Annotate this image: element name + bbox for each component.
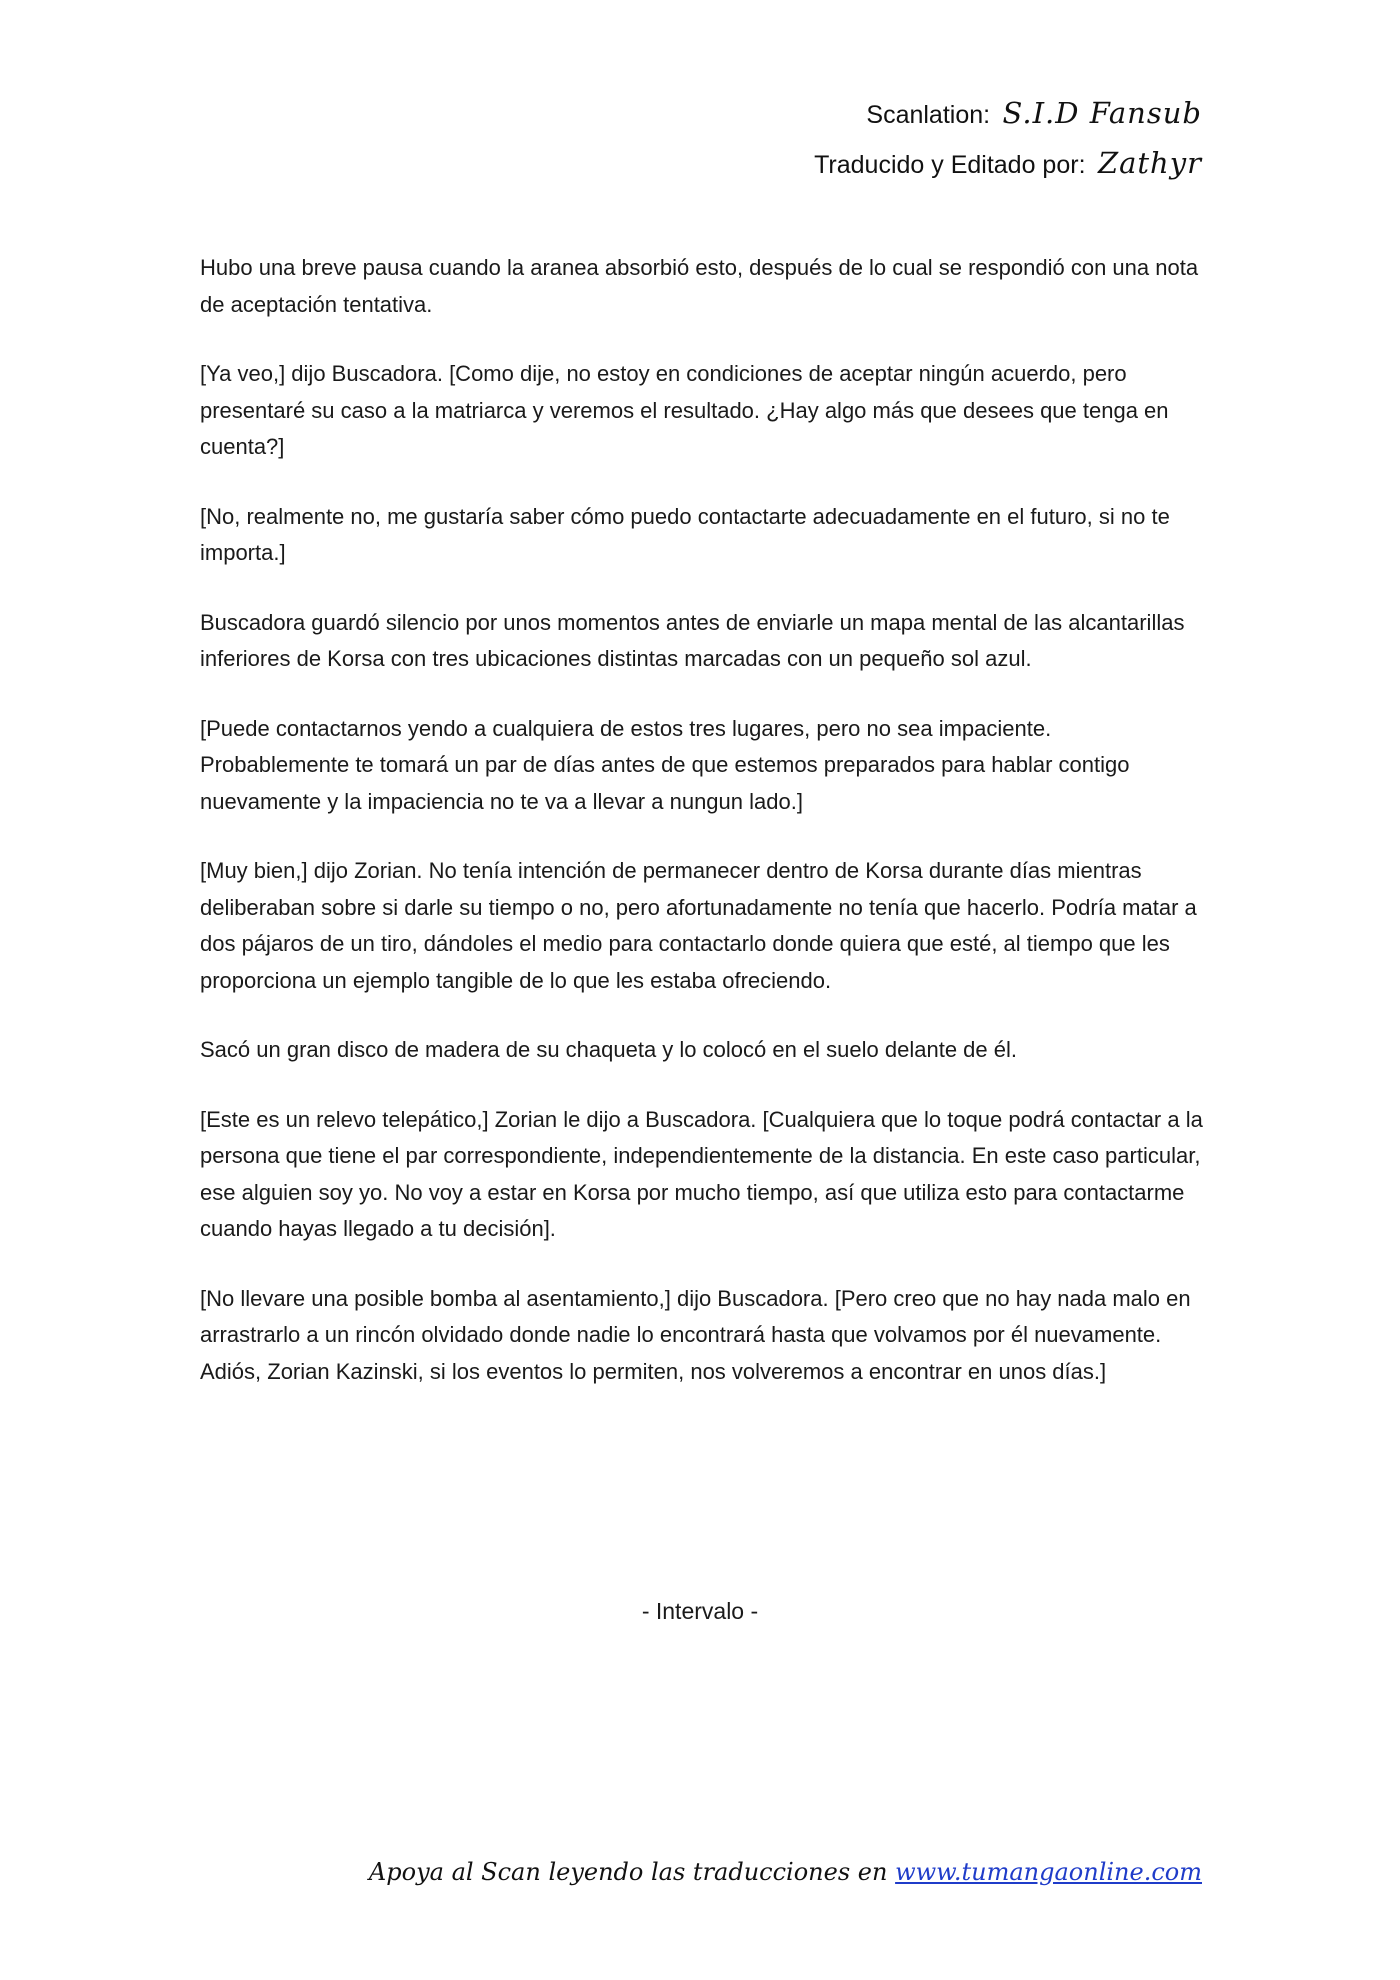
- paragraph: [No llevare una posible bomba al asentamiento,] dijo Buscadora. [Pero creo que no hay nada malo en arrastrarlo a un rincón olvidado donde nadie lo encontrará hasta que volvamos por él nuevamente. Adiós, Zorian Kazinski, si los eventos lo permiten, nos volveremos a encontrar en unos días.]: [200, 1285, 1191, 1384]
- paragraph: Buscadora guardó silencio por unos momentos antes de enviarle un mapa mental de las alcantarillas inferiores de Korsa con tres ubicaciones distintas marcadas con un pequeño sol azul.: [200, 609, 1185, 671]
- footer-text: Apoya al Scan leyendo las traducciones en: [368, 1858, 888, 1886]
- scanlation-group-name: S.I.D Fansub: [1002, 96, 1202, 130]
- scanlation-label: Scanlation:: [866, 101, 991, 129]
- paragraph: Hubo una breve pausa cuando la aranea absorbió esto, después de lo cual se respondió con una nota de aceptación tentativa.: [200, 255, 1199, 317]
- paragraph: [Ya veo,] dijo Buscadora. [Como dije, no estoy en condiciones de aceptar ningún acuerdo, pero presentaré su caso a la matriarca y veremos el resultado. ¿Hay algo más que desees que tenga en cuenta?]: [200, 361, 1169, 459]
- credits-header: [814, 88, 1202, 188]
- footer-website-link[interactable]: www.tumangaonline.com: [895, 1858, 1202, 1886]
- paragraph: Sacó un gran disco de madera de su chaqueta y lo colocó en el suelo delante de él.: [200, 1037, 1017, 1062]
- paragraph: [Este es un relevo telepático,] Zorian le dijo a Buscadora. [Cualquiera que lo toque podrá contactar a la persona que tiene el par correspondiente, independientemente de la distancia. En este caso particular, ese alguien soy yo. No voy a estar en Korsa por mucho tiempo, así que utiliza esto para contactarme cuando hayas llegado a tu decisión].: [200, 1106, 1203, 1241]
- section-break: - Intervalo -: [641, 1598, 759, 1624]
- translator-credit: [814, 138, 1202, 188]
- translator-name: Zathyr: [1097, 146, 1202, 180]
- paragraph: [Puede contactarnos yendo a cualquiera de estos tres lugares, pero no sea impaciente. Probablemente te tomará un par de días antes de que estemos preparados para hablar contigo nuevamente y la impaciencia no te va a llevar a nungun lado.]: [200, 715, 1130, 814]
- footer-note: [369, 1858, 1202, 1886]
- translator-label: Traducido y Editado por:: [814, 151, 1086, 179]
- paragraph: [Muy bien,] dijo Zorian. No tenía intención de permanecer dentro de Korsa durante días mientras deliberaban sobre si darle su tiempo o no, pero afortunadamente no tenía que hacerlo. Podría matar a dos pájaros de un tiro, dándoles el medio para contactarlo donde quiera que esté, al tiempo que les proporciona un ejemplo tangible de lo que les estaba ofreciendo.: [200, 858, 1197, 993]
- story-body: [200, 250, 1205, 1423]
- paragraph: [No, realmente no, me gustaría saber cómo puedo contactarte adecuadamente en el futuro, si no te importa.]: [200, 503, 1170, 565]
- scanlation-credit: [814, 88, 1202, 138]
